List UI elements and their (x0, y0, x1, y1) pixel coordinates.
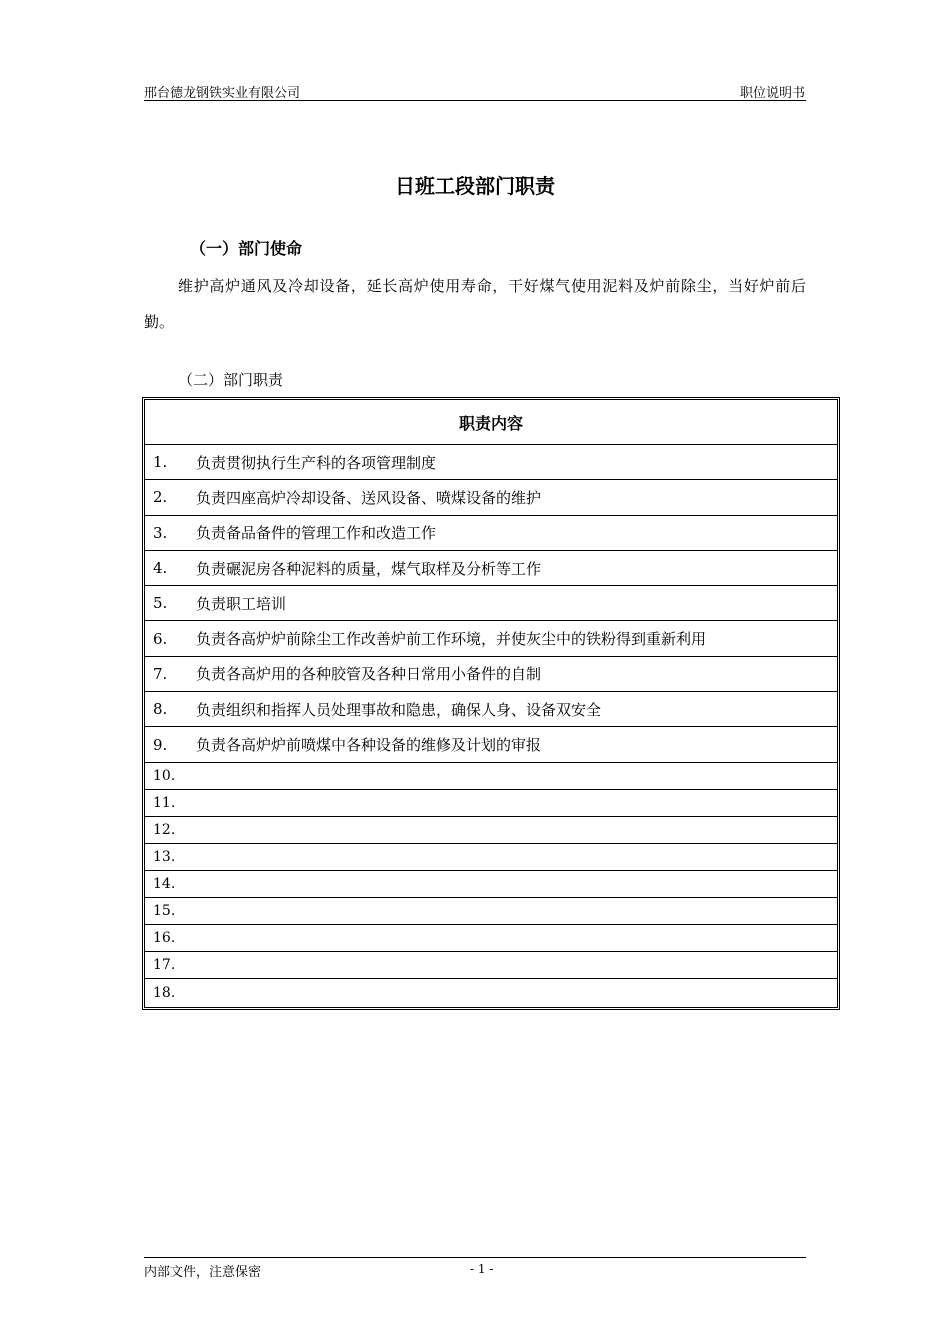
row-number: 5. (153, 594, 168, 613)
row-number: 2. (153, 488, 168, 507)
row-text: 负责贯彻执行生产科的各项管理制度 (196, 453, 437, 472)
table-row (145, 692, 837, 727)
row-number: 9. (153, 735, 168, 754)
row-text: 负责组织和指挥人员处理事故和隐患，确保人身、设备双安全 (196, 700, 602, 719)
row-number: 16. (153, 930, 176, 947)
table-row (145, 551, 837, 586)
duties-table-header: 职责内容 (145, 400, 837, 445)
table-row (145, 516, 837, 551)
duties-table (142, 397, 840, 1010)
table-row (145, 445, 837, 480)
page-number: - 1 - (470, 1262, 494, 1276)
table-row (145, 925, 837, 952)
row-number: 18. (153, 984, 176, 1001)
row-number: 15. (153, 903, 176, 920)
table-row (145, 657, 837, 692)
row-number: 10. (153, 767, 176, 784)
footer-note: 内部文件，注意保密 (144, 1265, 262, 1280)
table-row (145, 621, 837, 656)
row-number: 17. (153, 957, 176, 974)
row-text: 负责职工培训 (196, 594, 287, 613)
table-row (145, 898, 837, 925)
row-number: 8. (153, 700, 168, 719)
row-text: 负责备品备件的管理工作和改造工作 (196, 524, 437, 543)
header-company: 邢台德龙钢铁实业有限公司 (144, 86, 301, 101)
row-number: 14. (153, 876, 176, 893)
row-text: 负责各高炉用的各种胶管及各种日常用小备件的自制 (196, 665, 542, 684)
row-number: 11. (153, 794, 176, 811)
section-mission-heading: （一）部门使命 (190, 239, 303, 258)
table-row (145, 790, 837, 817)
table-row (145, 871, 837, 898)
row-number: 6. (153, 629, 168, 648)
row-text: 负责各高炉炉前除尘工作改善炉前工作环境，并使灰尘中的铁粉得到重新利用 (196, 630, 707, 649)
page-title: 日班工段部门职责 (395, 174, 555, 198)
table-row (145, 979, 837, 1006)
row-text: 负责各高炉炉前喷煤中各种设备的维修及计划的审报 (196, 736, 542, 755)
row-number: 12. (153, 821, 176, 838)
table-row (145, 952, 837, 979)
table-row (145, 586, 837, 621)
duties-table-body (145, 445, 837, 1007)
table-row (145, 817, 837, 844)
table-row (145, 763, 837, 790)
row-number: 4. (153, 559, 168, 578)
row-text: 负责碾泥房各种泥料的质量，煤气取样及分析等工作 (196, 559, 542, 578)
row-text: 负责四座高炉冷却设备、送风设备、喷煤设备的维护 (196, 488, 542, 507)
row-number: 3. (153, 523, 168, 542)
row-number: 13. (153, 849, 176, 865)
footer-divider (144, 1257, 806, 1258)
table-row (145, 844, 837, 871)
header-doc-type: 职位说明书 (739, 86, 805, 101)
section-mission-text: 维护高炉通风及冷却设备，延长高炉使用寿命，干好煤气使用泥料及炉前除尘，当好炉前后勤。 (144, 277, 806, 331)
section-duties-heading: （二）部门职责 (178, 371, 284, 389)
row-number: 7. (153, 664, 168, 683)
table-row (145, 480, 837, 515)
header-divider (144, 100, 806, 101)
row-number: 1. (153, 453, 168, 472)
table-row (145, 727, 837, 762)
